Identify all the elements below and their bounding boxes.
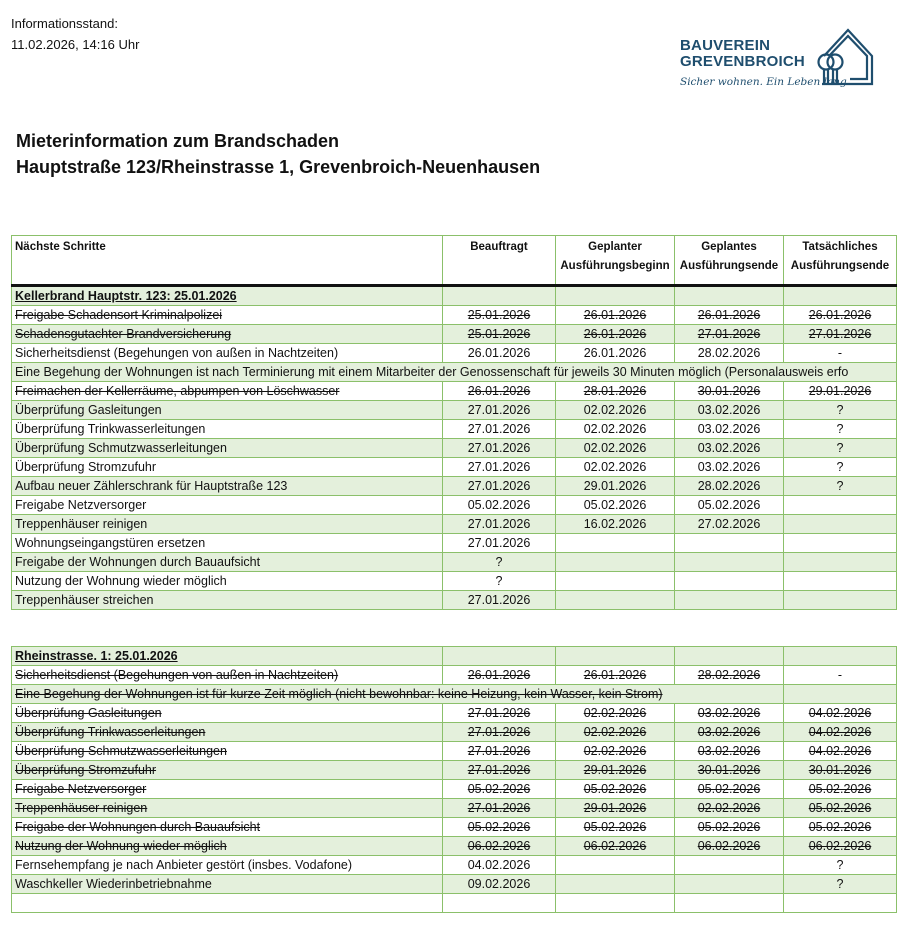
- cell-start: 05.02.2026: [556, 496, 675, 515]
- table-row: [12, 856, 897, 875]
- section-title: Rheinstrasse. 1: 25.01.2026: [12, 647, 443, 666]
- cell-assigned: 27.01.2026: [443, 799, 556, 818]
- cell-assigned: ?: [443, 553, 556, 572]
- info-label: Informationsstand:: [11, 16, 118, 31]
- cell-start: 02.02.2026: [556, 458, 675, 477]
- cell-actual: ?: [784, 458, 897, 477]
- cell-end: [675, 591, 784, 610]
- header-planned-end: Geplantes Ausführungsende: [675, 236, 784, 286]
- cell-end: 03.02.2026: [675, 458, 784, 477]
- cell-end: [675, 572, 784, 591]
- cell-actual: [784, 515, 897, 534]
- cell-task: Schadensgutachter Brandversicherung: [12, 325, 443, 344]
- header-actual-end: Tatsächliches Ausführungsende: [784, 236, 897, 286]
- cell-end: [675, 894, 784, 913]
- cell-start: 02.02.2026: [556, 401, 675, 420]
- table-row: [12, 666, 897, 685]
- table-row: [12, 401, 897, 420]
- table-row: [12, 875, 897, 894]
- cell-task: Überprüfung Schmutzwasserleitungen: [12, 742, 443, 761]
- section-title: Kellerbrand Hauptstr. 123: 25.01.2026: [12, 286, 443, 306]
- cell-assigned: 27.01.2026: [443, 515, 556, 534]
- table-row: [12, 742, 897, 761]
- cell-assigned: 05.02.2026: [443, 496, 556, 515]
- cell-start: 02.02.2026: [556, 742, 675, 761]
- cell-actual: 04.02.2026: [784, 723, 897, 742]
- cell-start: 29.01.2026: [556, 761, 675, 780]
- section-row: [12, 647, 897, 666]
- cell-start: [556, 534, 675, 553]
- cell-start: 26.01.2026: [556, 344, 675, 363]
- cell-task: Freigabe Netzversorger: [12, 496, 443, 515]
- cell-actual: 26.01.2026: [784, 306, 897, 325]
- cell-start: 26.01.2026: [556, 666, 675, 685]
- table-row: [12, 894, 897, 913]
- table-row: [12, 458, 897, 477]
- cell-task: Nutzung der Wohnung wieder möglich: [12, 837, 443, 856]
- cell-start: [556, 856, 675, 875]
- cell-actual: ?: [784, 477, 897, 496]
- cell-actual: [784, 553, 897, 572]
- cell-actual: [784, 894, 897, 913]
- cell-task: Fernsehempfang je nach Anbieter gestört (insbes. Vodafone): [12, 856, 443, 875]
- cell-end: 05.02.2026: [675, 496, 784, 515]
- cell-actual: [784, 591, 897, 610]
- cell-task: Überprüfung Gasleitungen: [12, 704, 443, 723]
- cell-start: 26.01.2026: [556, 306, 675, 325]
- cell-actual: 29.01.2026: [784, 382, 897, 401]
- cell-end: [675, 875, 784, 894]
- table-row: [12, 420, 897, 439]
- cell-end: 30.01.2026: [675, 382, 784, 401]
- logo-line2: GREVENBROICH: [680, 53, 805, 70]
- cell-assigned: 26.01.2026: [443, 344, 556, 363]
- cell-end: 03.02.2026: [675, 723, 784, 742]
- table-row: [12, 591, 897, 610]
- table-row: [12, 306, 897, 325]
- table-row: [12, 496, 897, 515]
- schedule-table-rheinstrasse: [11, 646, 897, 913]
- cell-start: 16.02.2026: [556, 515, 675, 534]
- cell-actual: [784, 496, 897, 515]
- cell-end: [675, 534, 784, 553]
- cell-actual: ?: [784, 856, 897, 875]
- page-title: [16, 128, 540, 180]
- cell-actual: -: [784, 344, 897, 363]
- cell-start: [556, 894, 675, 913]
- cell-start: [556, 875, 675, 894]
- cell-start: [556, 591, 675, 610]
- cell-task: Treppenhäuser reinigen: [12, 515, 443, 534]
- cell-actual: -: [784, 666, 897, 685]
- cell-start: 02.02.2026: [556, 439, 675, 458]
- cell-assigned: 09.02.2026: [443, 875, 556, 894]
- cell-task: Freigabe Schadensort Kriminalpolizei: [12, 306, 443, 325]
- cell-start: 02.02.2026: [556, 723, 675, 742]
- cell-end: 26.01.2026: [675, 306, 784, 325]
- cell-end: 28.02.2026: [675, 477, 784, 496]
- cell-assigned: ?: [443, 572, 556, 591]
- cell-assigned: 27.01.2026: [443, 458, 556, 477]
- cell-task: Wohnungseingangstüren ersetzen: [12, 534, 443, 553]
- cell-start: 05.02.2026: [556, 780, 675, 799]
- cell-task: Überprüfung Trinkwasserleitungen: [12, 420, 443, 439]
- section-row: [12, 286, 897, 306]
- cell-actual: ?: [784, 439, 897, 458]
- cell-task: Überprüfung Trinkwasserleitungen: [12, 723, 443, 742]
- cell-end: 02.02.2026: [675, 799, 784, 818]
- cell-task: Freigabe Netzversorger: [12, 780, 443, 799]
- cell-actual: 06.02.2026: [784, 837, 897, 856]
- cell-end: 28.02.2026: [675, 666, 784, 685]
- cell-task: Überprüfung Stromzufuhr: [12, 761, 443, 780]
- table-row: [12, 325, 897, 344]
- cell-start: 05.02.2026: [556, 818, 675, 837]
- cell-actual: 05.02.2026: [784, 799, 897, 818]
- cell-assigned: 25.01.2026: [443, 306, 556, 325]
- title-line2: Hauptstraße 123/Rheinstrasse 1, Grevenbroich-Neuenhausen: [16, 157, 541, 177]
- note-text: Eine Begehung der Wohnungen ist für kurze Zeit möglich (nicht bewohnbar: keine Heizung, kein Wasser, kein Strom): [12, 685, 784, 704]
- cell-actual: [784, 572, 897, 591]
- cell-start: 29.01.2026: [556, 799, 675, 818]
- cell-assigned: 26.01.2026: [443, 666, 556, 685]
- cell-start: 06.02.2026: [556, 837, 675, 856]
- table-row: [12, 515, 897, 534]
- bauverein-logo: [680, 28, 880, 94]
- cell-task: Überprüfung Schmutzwasserleitungen: [12, 439, 443, 458]
- cell-assigned: 04.02.2026: [443, 856, 556, 875]
- cell-end: 28.02.2026: [675, 344, 784, 363]
- table-row: [12, 799, 897, 818]
- cell-assigned: 26.01.2026: [443, 382, 556, 401]
- cell-actual: ?: [784, 420, 897, 439]
- logo-wordmark: [680, 38, 805, 70]
- cell-task: Überprüfung Stromzufuhr: [12, 458, 443, 477]
- table-row: [12, 534, 897, 553]
- cell-actual: 05.02.2026: [784, 818, 897, 837]
- cell-start: 02.02.2026: [556, 420, 675, 439]
- cell-task: Nutzung der Wohnung wieder möglich: [12, 572, 443, 591]
- cell-end: 27.01.2026: [675, 325, 784, 344]
- table-row: [12, 477, 897, 496]
- cell-actual: ?: [784, 875, 897, 894]
- cell-actual: 05.02.2026: [784, 780, 897, 799]
- cell-task: Aufbau neuer Zählerschrank für Hauptstraße 123: [12, 477, 443, 496]
- cell-start: [556, 572, 675, 591]
- cell-end: 05.02.2026: [675, 780, 784, 799]
- cell-assigned: 27.01.2026: [443, 420, 556, 439]
- cell-assigned: 05.02.2026: [443, 780, 556, 799]
- cell-end: 30.01.2026: [675, 761, 784, 780]
- table-row: [12, 344, 897, 363]
- cell-task: Überprüfung Gasleitungen: [12, 401, 443, 420]
- table-header-row: [12, 236, 897, 286]
- cell-assigned: 27.01.2026: [443, 761, 556, 780]
- cell-assigned: [443, 894, 556, 913]
- cell-assigned: 27.01.2026: [443, 534, 556, 553]
- cell-task: Freimachen der Kellerräume, abpumpen von Löschwasser: [12, 382, 443, 401]
- table-row: [12, 382, 897, 401]
- cell-actual: 04.02.2026: [784, 742, 897, 761]
- cell-task: Waschkeller Wiederinbetriebnahme: [12, 875, 443, 894]
- title-line1: Mieterinformation zum Brandschaden: [16, 131, 340, 151]
- cell-end: [675, 553, 784, 572]
- cell-end: 03.02.2026: [675, 401, 784, 420]
- header-planned-start: Geplanter Ausführungsbeginn: [556, 236, 675, 286]
- cell-assigned: 27.01.2026: [443, 742, 556, 761]
- table-row: [12, 572, 897, 591]
- cell-end: 05.02.2026: [675, 818, 784, 837]
- cell-assigned: 05.02.2026: [443, 818, 556, 837]
- cell-task: Treppenhäuser reinigen: [12, 799, 443, 818]
- cell-assigned: 06.02.2026: [443, 837, 556, 856]
- house-tree-logo-icon: [812, 26, 876, 88]
- cell-assigned: 27.01.2026: [443, 439, 556, 458]
- cell-end: [675, 856, 784, 875]
- table-row: [12, 837, 897, 856]
- cell-end: 03.02.2026: [675, 420, 784, 439]
- logo-line1: BAUVEREIN: [680, 37, 771, 54]
- cell-assigned: 27.01.2026: [443, 704, 556, 723]
- table-row: [12, 818, 897, 837]
- cell-end: 03.02.2026: [675, 439, 784, 458]
- cell-actual: 27.01.2026: [784, 325, 897, 344]
- note-text: Eine Begehung der Wohnungen ist nach Terminierung mit einem Mitarbeiter der Genossenschaft für jeweils 30 Minuten möglich (Personalausweis erfo: [12, 363, 897, 382]
- cell-task: [12, 894, 443, 913]
- table-row: [12, 723, 897, 742]
- table-row: [12, 704, 897, 723]
- table-row: [12, 553, 897, 572]
- cell-task: Freigabe der Wohnungen durch Bauaufsicht: [12, 818, 443, 837]
- cell-assigned: 27.01.2026: [443, 591, 556, 610]
- cell-task: Treppenhäuser streichen: [12, 591, 443, 610]
- cell-task: Sicherheitsdienst (Begehungen von außen in Nachtzeiten): [12, 666, 443, 685]
- cell-start: 02.02.2026: [556, 704, 675, 723]
- header-assigned: Beauftragt: [443, 236, 556, 286]
- information-status: [11, 13, 139, 55]
- cell-end: 03.02.2026: [675, 704, 784, 723]
- schedule-table-hauptstrasse: [11, 235, 897, 610]
- cell-actual: 04.02.2026: [784, 704, 897, 723]
- cell-start: 28.01.2026: [556, 382, 675, 401]
- table-row: [12, 439, 897, 458]
- cell-assigned: 27.01.2026: [443, 723, 556, 742]
- table-row: [12, 761, 897, 780]
- cell-end: 06.02.2026: [675, 837, 784, 856]
- cell-assigned: 27.01.2026: [443, 477, 556, 496]
- cell-actual: [784, 534, 897, 553]
- note-row: [12, 363, 897, 382]
- cell-start: 26.01.2026: [556, 325, 675, 344]
- table-row: [12, 780, 897, 799]
- cell-actual: ?: [784, 401, 897, 420]
- cell-end: 27.02.2026: [675, 515, 784, 534]
- cell-assigned: 25.01.2026: [443, 325, 556, 344]
- logo-slogan: Sicher wohnen. Ein Leben lang.: [680, 76, 851, 88]
- cell-end: 03.02.2026: [675, 742, 784, 761]
- note-row: [12, 685, 897, 704]
- info-timestamp: 11.02.2026, 14:16 Uhr: [11, 37, 140, 52]
- cell-assigned: 27.01.2026: [443, 401, 556, 420]
- cell-actual: 30.01.2026: [784, 761, 897, 780]
- cell-task: Sicherheitsdienst (Begehungen von außen in Nachtzeiten): [12, 344, 443, 363]
- header-next-steps: Nächste Schritte: [12, 236, 443, 286]
- cell-start: [556, 553, 675, 572]
- cell-task: Freigabe der Wohnungen durch Bauaufsicht: [12, 553, 443, 572]
- cell-start: 29.01.2026: [556, 477, 675, 496]
